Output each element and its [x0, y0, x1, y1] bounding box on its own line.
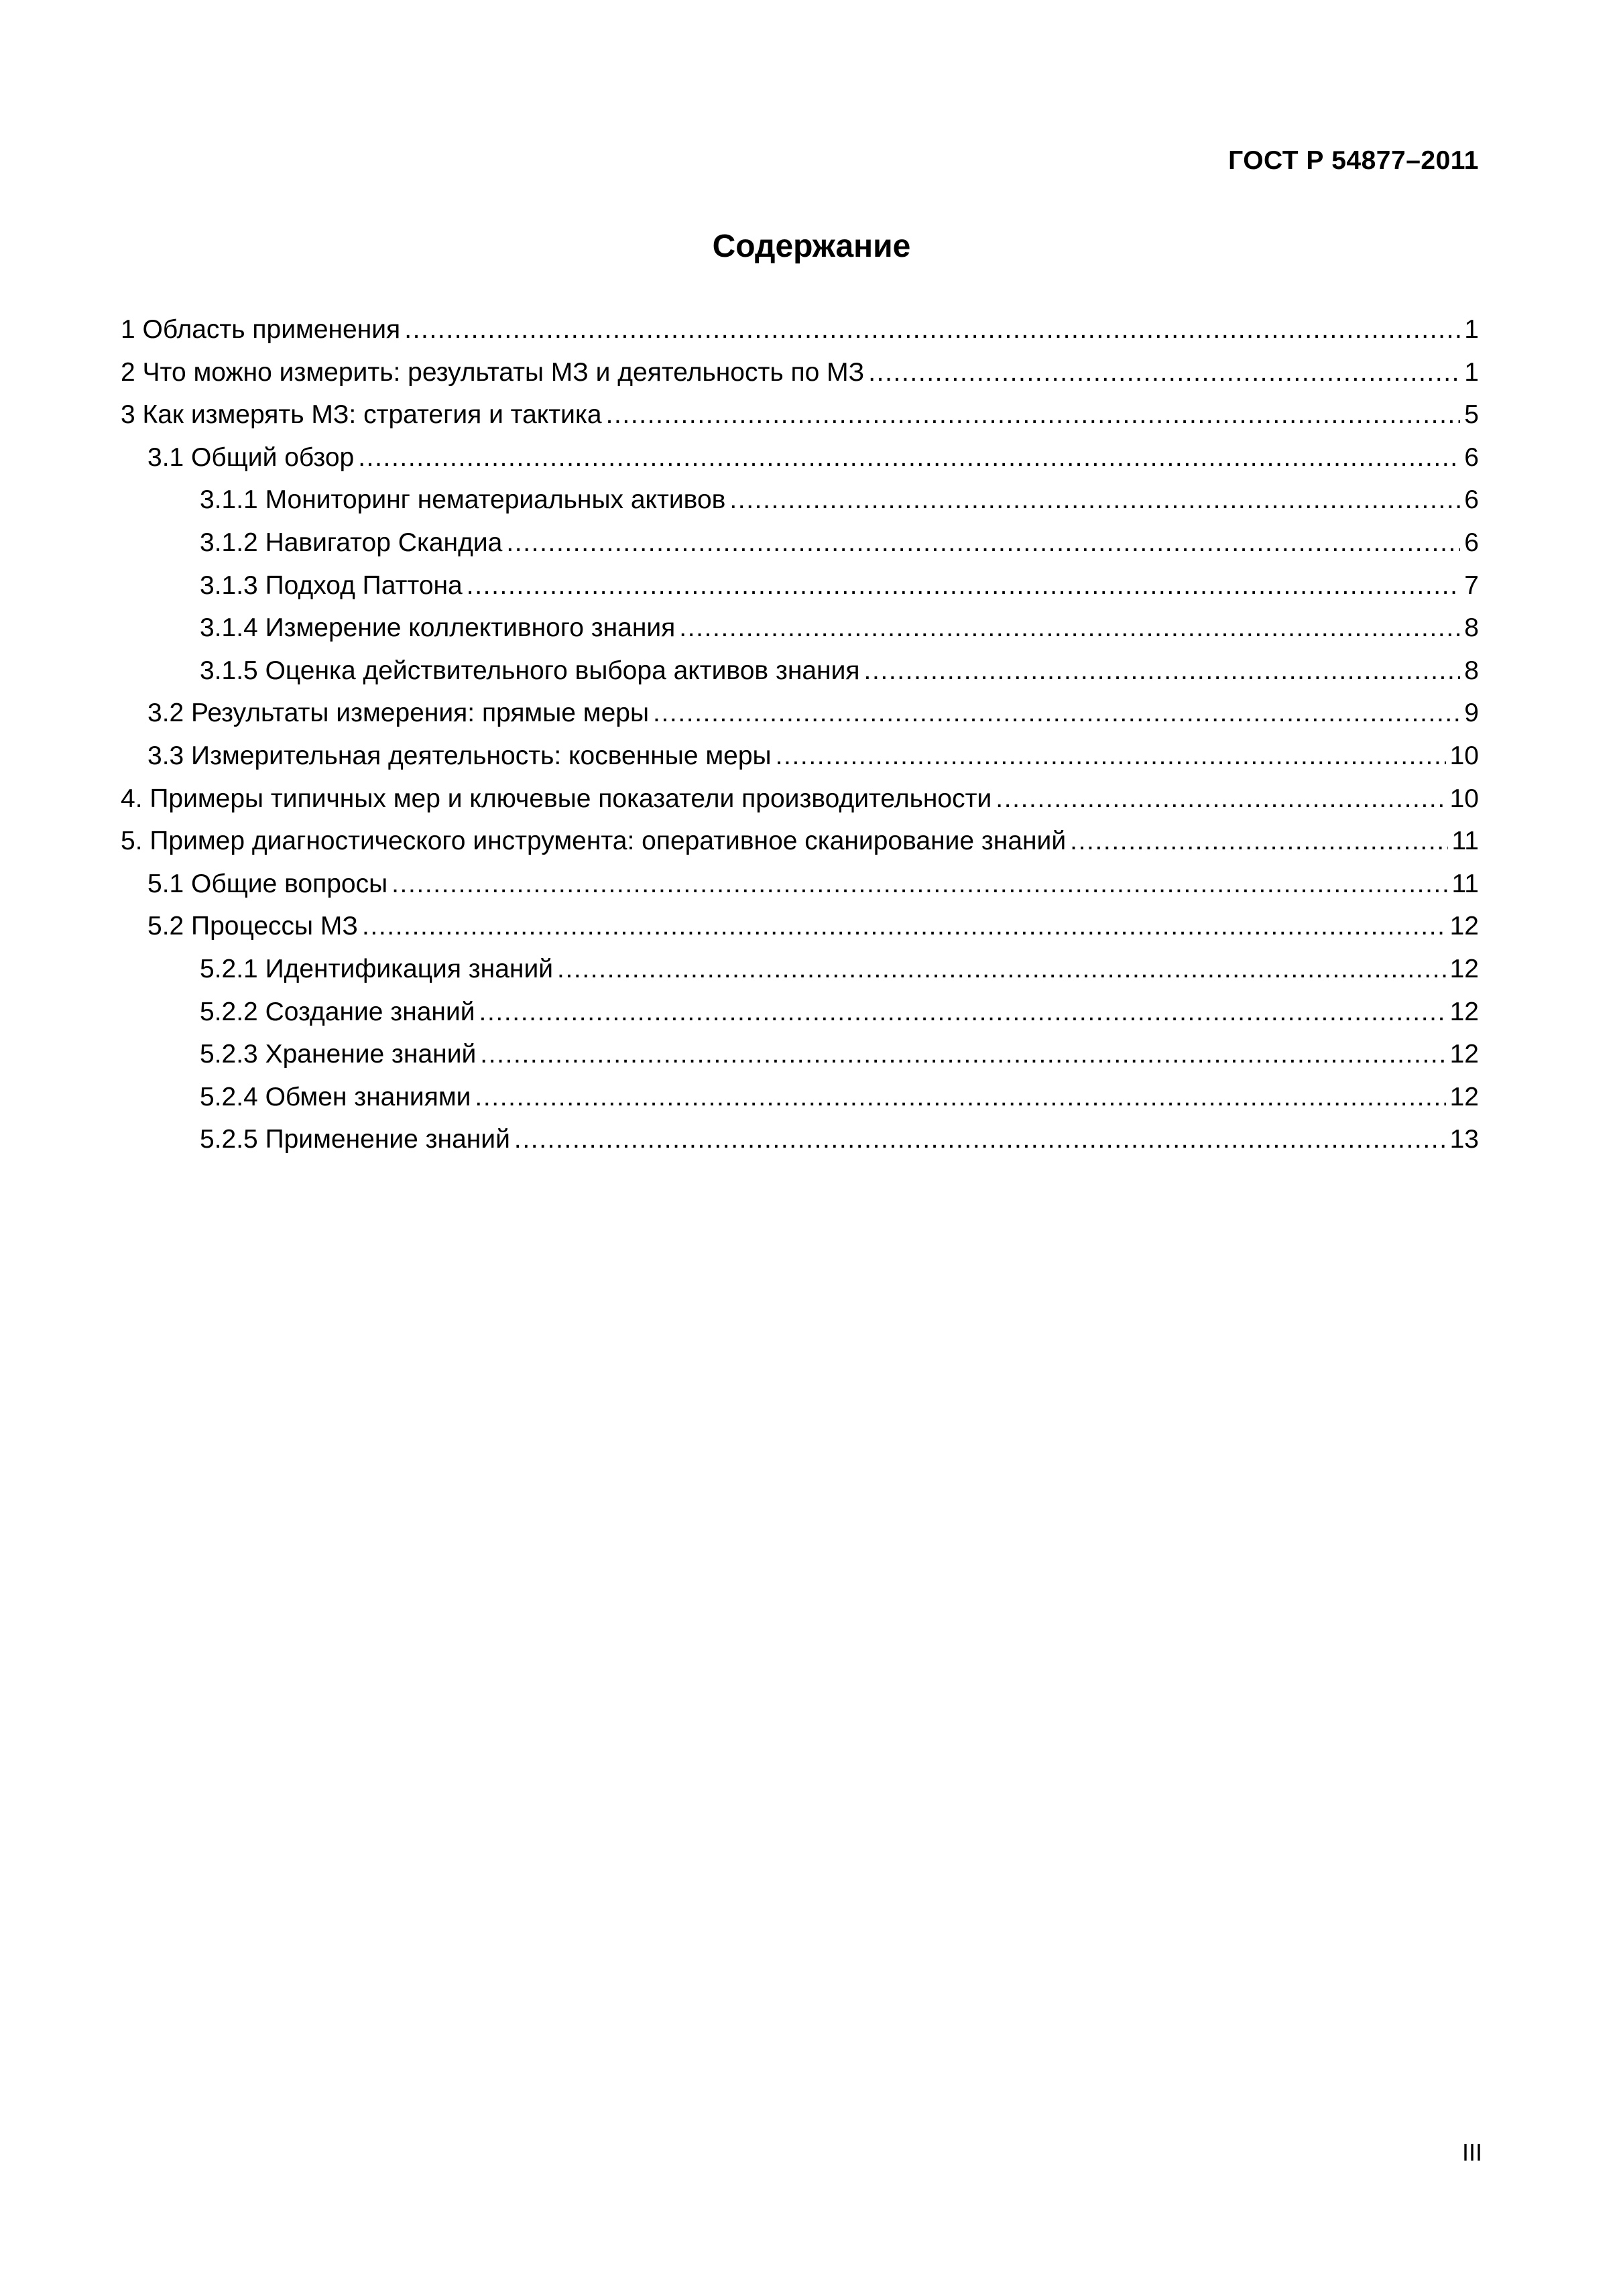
toc-dot-leader: [479, 991, 1446, 1034]
toc-dot-leader: [729, 479, 1460, 522]
toc-entry-label: 3.1.3 Подход Паттона: [200, 570, 463, 600]
toc-entry-page: 12: [1449, 954, 1479, 983]
toc-entry-page: 11: [1451, 869, 1479, 898]
toc-entry-label: 5.2.5 Применение знаний: [200, 1125, 510, 1154]
toc-entry-page: 6: [1464, 442, 1479, 472]
toc-entry-label: 5.2.2 Создание знаний: [200, 997, 475, 1026]
toc-entry-page: 12: [1449, 997, 1479, 1026]
document-code: ГОСТ Р 54877–2011: [1228, 146, 1479, 175]
toc-dot-leader: [362, 905, 1446, 948]
toc-dot-leader: [506, 522, 1460, 564]
table-of-contents: [121, 308, 1479, 1161]
toc-entry-label: 3.1 Общий обзор: [147, 442, 355, 472]
toc-entry-page: 11: [1451, 827, 1479, 856]
toc-entry-page: 1: [1464, 357, 1479, 387]
toc-entry-label: 4. Примеры типичных мер и ключевые показатели производительности: [121, 784, 992, 813]
toc-entry[interactable]: [121, 905, 1479, 948]
toc-dot-leader: [679, 607, 1460, 650]
toc-title: Содержание: [712, 229, 911, 264]
toc-dot-leader: [467, 564, 1461, 607]
toc-entry-page: 1: [1464, 315, 1479, 344]
toc-entry-label: 3.1.5 Оценка действительного выбора активов знания: [200, 656, 860, 685]
toc-entry-page: 10: [1449, 784, 1479, 813]
toc-entry[interactable]: [121, 522, 1479, 564]
toc-dot-leader: [864, 650, 1461, 692]
toc-entry-page: 7: [1464, 570, 1479, 600]
toc-entry[interactable]: [121, 991, 1479, 1034]
toc-entry-page: 8: [1464, 656, 1479, 685]
toc-entry[interactable]: [121, 692, 1479, 735]
toc-entry[interactable]: [121, 1118, 1479, 1161]
toc-dot-leader: [475, 1076, 1445, 1119]
toc-dot-leader: [996, 778, 1445, 821]
toc-entry-label: 5.2.1 Идентификация знаний: [200, 954, 554, 983]
toc-entry[interactable]: [121, 650, 1479, 692]
page-number: III: [1461, 2138, 1482, 2166]
toc-entry-page: 12: [1449, 1082, 1479, 1111]
toc-dot-leader: [514, 1118, 1446, 1161]
toc-entry-page: 12: [1449, 912, 1479, 941]
toc-entry-page: 6: [1464, 528, 1479, 557]
toc-entry[interactable]: [121, 394, 1479, 436]
toc-entry-label: 1 Область применения: [121, 315, 401, 344]
toc-entry[interactable]: [121, 607, 1479, 650]
toc-entry-page: 6: [1464, 485, 1479, 515]
toc-dot-leader: [358, 436, 1460, 479]
toc-entry[interactable]: [121, 564, 1479, 607]
toc-dot-leader: [557, 948, 1446, 991]
toc-entry-label: 2 Что можно измерить: результаты МЗ и деятельность по МЗ: [121, 357, 865, 387]
toc-dot-leader: [653, 692, 1460, 735]
toc-dot-leader: [404, 308, 1460, 351]
toc-entry[interactable]: [121, 436, 1479, 479]
toc-entry-page: 8: [1464, 613, 1479, 643]
toc-dot-leader: [1070, 820, 1447, 863]
toc-entry[interactable]: [121, 948, 1479, 991]
toc-entry-label: 3.1.1 Мониторинг нематериальных активов: [200, 485, 726, 515]
toc-dot-leader: [868, 351, 1460, 394]
toc-entry-page: 10: [1449, 741, 1479, 770]
toc-entry-label: 5.2 Процессы МЗ: [147, 912, 358, 941]
toc-entry[interactable]: [121, 778, 1479, 821]
toc-entry-label: 5.2.4 Обмен знаниями: [200, 1082, 471, 1111]
toc-entry-label: 3.1.4 Измерение коллективного знания: [200, 613, 676, 643]
toc-entry[interactable]: [121, 308, 1479, 351]
toc-entry-label: 3.2 Результаты измерения: прямые меры: [147, 699, 650, 728]
toc-entry[interactable]: [121, 1076, 1479, 1119]
toc-dot-leader: [392, 863, 1447, 906]
toc-entry-page: 13: [1449, 1125, 1479, 1154]
toc-entry[interactable]: [121, 351, 1479, 394]
toc-dot-leader: [480, 1033, 1445, 1076]
toc-entry-label: 5.1 Общие вопросы: [147, 869, 388, 898]
toc-entry-label: 5.2.3 Хранение знаний: [200, 1040, 477, 1069]
toc-entry-label: 3 Как измерять МЗ: стратегия и тактика: [121, 400, 602, 430]
toc-entry[interactable]: [121, 1033, 1479, 1076]
toc-entry[interactable]: [121, 479, 1479, 522]
toc-dot-leader: [776, 735, 1446, 778]
toc-dot-leader: [606, 394, 1461, 436]
toc-entry[interactable]: [121, 820, 1479, 863]
toc-entry-label: 3.3 Измерительная деятельность: косвенные меры: [147, 741, 772, 770]
toc-entry-page: 9: [1464, 699, 1479, 728]
toc-entry-label: 5. Пример диагностического инструмента: оперативное сканирование знаний: [121, 827, 1067, 856]
toc-entry-label: 3.1.2 Навигатор Скандиа: [200, 528, 503, 557]
toc-entry[interactable]: [121, 735, 1479, 778]
toc-entry-page: 5: [1464, 400, 1479, 430]
toc-entry[interactable]: [121, 863, 1479, 906]
toc-entry-page: 12: [1449, 1040, 1479, 1069]
